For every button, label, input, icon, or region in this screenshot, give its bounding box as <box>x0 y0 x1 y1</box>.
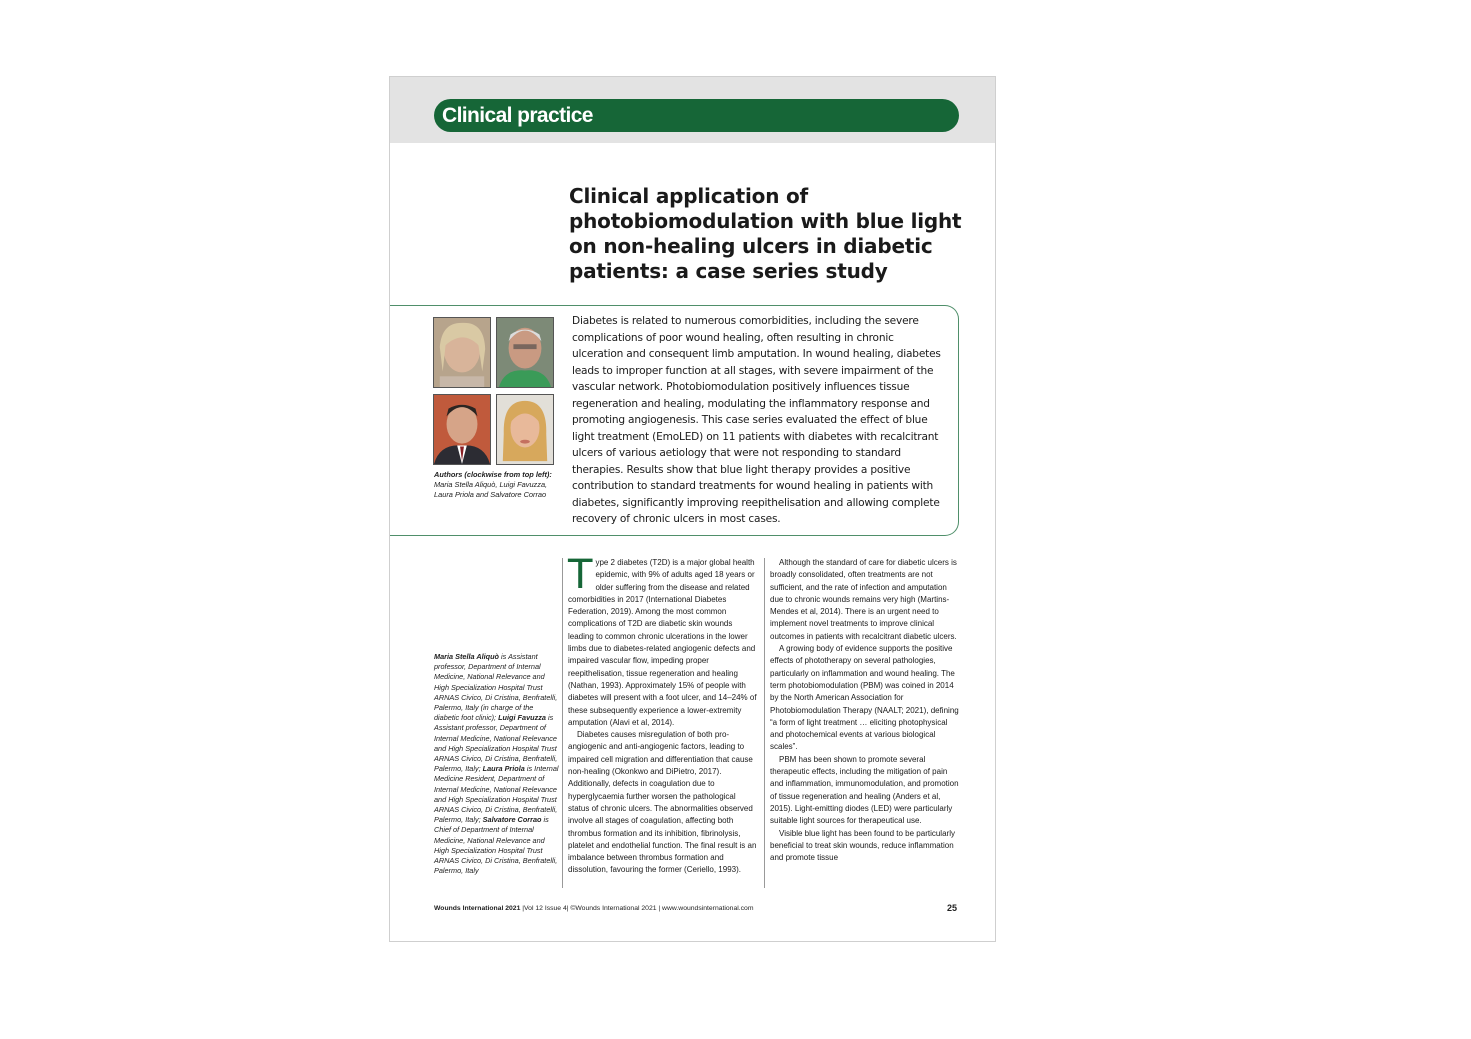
footer-journal: Wounds International 2021 <box>434 905 521 912</box>
bio-text: is Chief of Department of Internal Medicine, National Relevance and High Specialization Hospital Trust ARNAS Civico, Di Cristina, Benfratelli, Palermo, Italy <box>434 815 558 876</box>
body-column-1 <box>568 552 758 877</box>
body-column-2 <box>770 557 962 864</box>
author-bios <box>434 652 559 876</box>
authors-caption <box>434 470 559 500</box>
bio-text: is Assistant professor, Department of Internal Medicine, National Relevance and High Specialization Hospital Trust ARNAS Civico, Di Cristina, Benfratelli, Palermo, Italy; <box>434 713 558 774</box>
article-page <box>389 76 996 942</box>
bio-text: is Assistant professor, Department of Internal Medicine, National Relevance and High Specialization Hospital Trust ARNAS Civico, Di Cristina, Benfratelli, Palermo, Italy (in charge of the diabetic foot clinic); <box>434 652 558 723</box>
article-title: Clinical application of photobiomodulation with blue light on non-healing ulcers in diabetic patients: a case series study <box>569 184 962 283</box>
page-header-band <box>390 77 995 143</box>
body-paragraph: Visible blue light has been found to be particularly beneficial to treat skin wounds, reduce inflammation and promote tissue <box>770 828 955 863</box>
body-paragraph: Diabetes causes misregulation of both pro-angiogenic and anti-angiogenic factors, leading to impaired cell migration and differentiation that cause non-healing (Okonkwo and DiPietro, 2017). Additionally, defects in coagulation due to hyperglycaemia further worsen the pathological status of chronic ulcers. The abnormalities observed involve all stages of coagulation, affecting both thrombus formation and its inhibition, fibrinolysis, platelet and endothelial function. The final result is an imbalance between thrombus formation and dissolution, favouring the former (Ceriello, 1993). <box>568 730 757 875</box>
bio-text: is Internal Medicine Resident, Department of Internal Medicine, National Relevance and High Specialization Hospital Trust ARNAS Civico, Di Cristina, Benfratelli, Palermo, Italy; <box>434 764 559 825</box>
author-photo-favuzza <box>496 317 554 388</box>
author-photo-priola <box>496 394 554 465</box>
page-number: 25 <box>947 903 958 913</box>
authors-caption-names: Maria Stella Aliquò, Luigi Favuzza, Laura Priola and Salvatore Corrao <box>434 480 548 499</box>
body-paragraph: PBM has been shown to promote several therapeutic effects, including the mitigation of pain and inflammation, immunomodulation, and promotion of tissue regeneration and healing (Anders et al, 2015). Light-emitting diodes (LED) were particularly suitable light sources for therapeutical use. <box>770 754 959 826</box>
author-photo-corrao <box>433 394 491 465</box>
bio-name: Salvatore Corrao <box>482 815 542 825</box>
body-paragraph: Although the standard of care for diabetic ulcers is broadly consolidated, often treatments are not sufficient, and the rate of infection and amputation due to chronic wounds remains very high (Martins-Mendes et al, 2014). There is an urgent need to implement novel treatments to improve clinical outcomes in patients with recalcitrant diabetic ulcers. <box>770 558 957 641</box>
section-label: Clinical practice <box>434 99 959 132</box>
bio-name: Luigi Favuzza <box>498 713 546 723</box>
abstract-text: Diabetes is related to numerous comorbidities, including the severe complications of poor wound healing, often resulting in chronic ulceration and consequent limb amputation. In wound healing, diabetes leads to improper function at all stages, with severe impairment of the vascular network. Photobiomodulation positively influences tissue regeneration and healing, modulating the inflammatory response and promoting angiogenesis. This case series evaluated the effect of blue light treatment (EmoLED) on 11 patients with diabetes with recalcitrant ulcers of various aetiology that were not responding to standard therapies. Results show that blue light therapy provides a positive contribution to standard treatments for wound healing in patients with diabetes, significantly improving reepithelisation and allowing complete recovery of chronic ulcers in most cases. <box>572 315 941 525</box>
column-divider <box>764 558 765 888</box>
body-paragraph: Type 2 diabetes (T2D) is a major global health epidemic, with 9% of adults aged 18 years or older suffering from the disease and related comorbidities in 2017 (International Diabetes Federation, 2019). Among the most common complications of T2D are diabetic skin wounds leading to common chronic ulcerations in the lower limbs due to diabetes-related angiogenic defects and impaired vascular flow, impeding proper reepithelisation, tissue regeneration and healing (Nathan, 1993). Approximately 15% of people with diabetes will present with a foot ulcer, and 14–24% of these subsequently experience a lower-extremity amputation (Alavi et al, 2014). <box>568 552 757 727</box>
author-photos <box>433 317 555 465</box>
bio-name: Maria Stella Aliquò <box>434 652 500 661</box>
authors-caption-label: Authors (clockwise from top left): <box>434 470 552 479</box>
bio-name: Laura Priola <box>482 764 525 774</box>
body-paragraph: A growing body of evidence supports the positive effects of phototherapy on several pathologies, particularly on inflammation and wound healing. The term photobiomodulation (PBM) was coined in 2014 by the North American Association for Photobiomodulation Therapy (NAALT; 2021), defining “a form of light treatment … eliciting photophysical and photochemical events at various biological scales”. <box>770 644 959 752</box>
drop-cap: T <box>568 552 593 598</box>
column-divider <box>562 558 563 888</box>
footer-citation <box>434 905 753 912</box>
author-photo-aliquo <box>433 317 491 388</box>
footer-details: |Vol 12 Issue 4| ©Wounds International 2021 | www.woundsinternational.com <box>520 905 754 912</box>
